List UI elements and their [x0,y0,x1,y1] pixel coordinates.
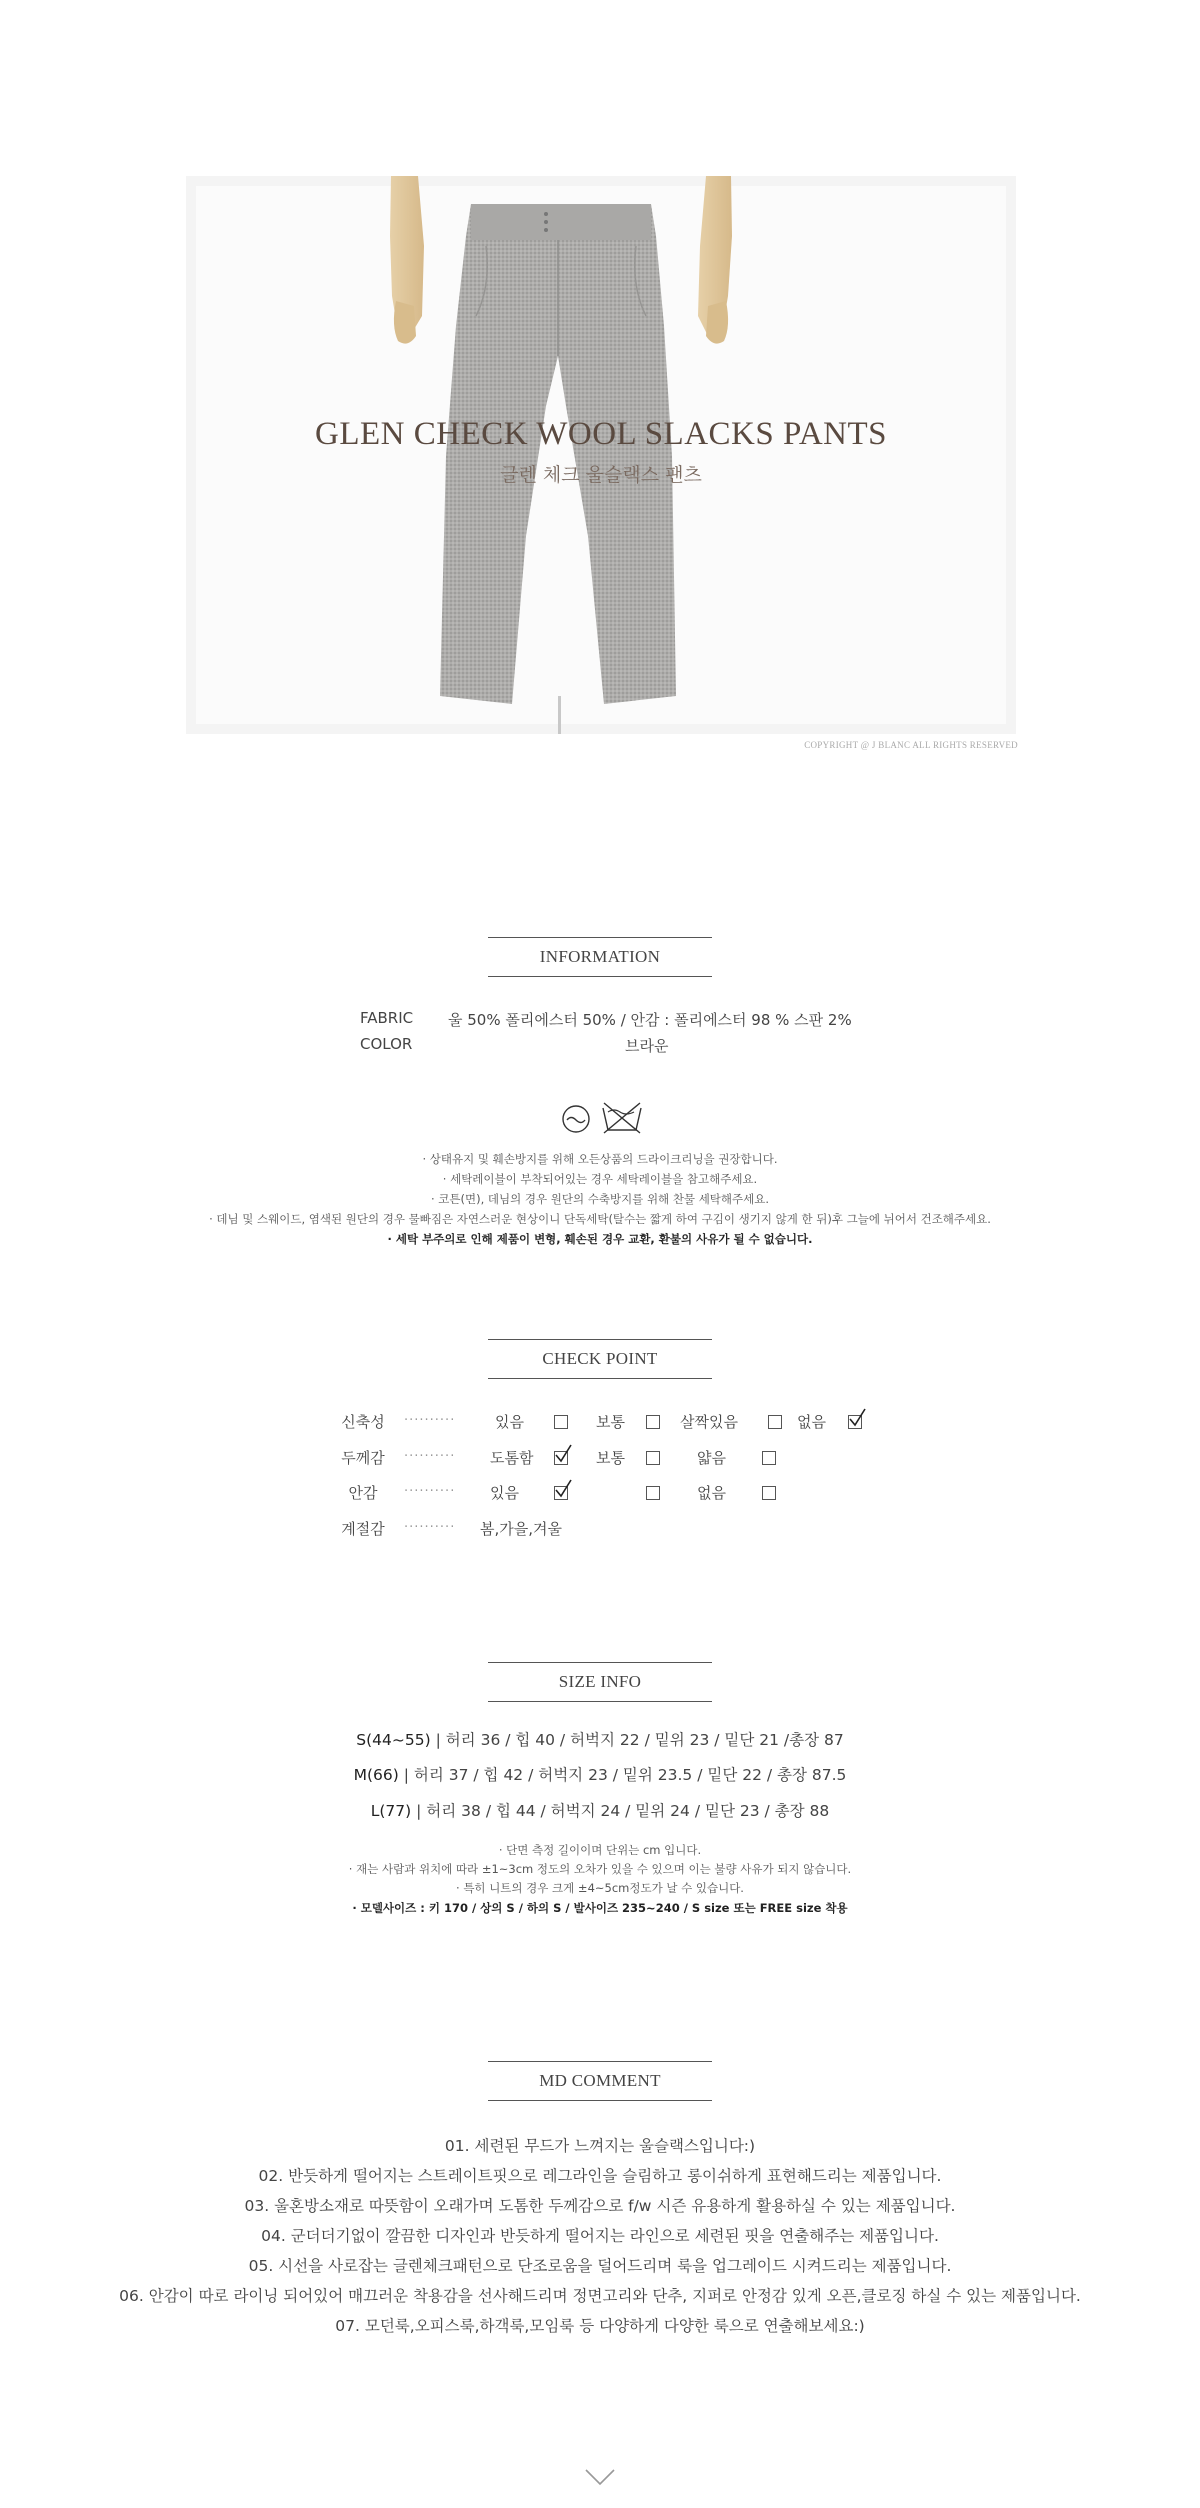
care-note: · 상태유지 및 훼손방지를 위해 오든상품의 드라이크리닝을 권장합니다. [422,1152,778,1166]
check-point-heading: CHECK POINT [488,1339,712,1379]
chevron-down-icon[interactable] [584,2466,616,2488]
md-comment-item: 01. 세련된 무드가 느껴지는 울슬랙스입니다:) [444,2137,756,2155]
checkbox[interactable] [646,1451,660,1465]
md-comment-item: 07. 모던룩,오피스룩,하객룩,모임룩 등 다양하게 다양한 룩으로 연출해보세요:) [335,2317,865,2335]
check-option: 있음 [490,1484,519,1502]
check-option: 있음 [495,1413,524,1431]
check-option: 보통 [596,1413,625,1431]
no-machine-wash-icon [600,1100,644,1134]
checkbox[interactable] [762,1451,776,1465]
check-label: 신축성 [341,1413,385,1431]
checkbox[interactable] [762,1486,776,1500]
check-label: 두께감 [341,1449,385,1467]
size-detail: | 허리 38 / 힙 44 / 허벅지 24 / 밑위 24 / 밑단 23 / 총장 88 [416,1802,830,1820]
checkbox[interactable] [646,1415,660,1429]
fabric-label: FABRIC [360,1009,414,1027]
size-name: L(77) [370,1802,412,1820]
check-option: 살짝있음 [680,1413,738,1431]
size-note: · 단면 측정 길이이며 단위는 cm 입니다. [498,1843,702,1857]
check-label: 계절감 [341,1520,385,1538]
size-detail: | 허리 36 / 힙 40 / 허벅지 22 / 밑위 23 / 밑단 21 /총장 87 [435,1731,844,1749]
size-note: · 재는 사람과 위치에 따라 ±1~3cm 정도의 오차가 있을 수 있으며 이는 불량 사유가 되지 않습니다. [348,1862,852,1876]
size-name: S(44~55) [356,1731,431,1749]
checkbox[interactable] [554,1415,568,1429]
checkbox[interactable] [768,1415,782,1429]
md-comment-item: 04. 군더더기없이 깔끔한 디자인과 반듯하게 떨어지는 라인으로 세련된 핏을 연출해주는 제품입니다. [261,2227,939,2245]
check-option: 없음 [797,1413,826,1431]
size-info-heading: SIZE INFO [488,1662,712,1702]
information-heading: INFORMATION [488,937,712,977]
check-label: 안감 [348,1484,378,1502]
care-note: · 데님 및 스웨이드, 염색된 원단의 경우 물빠짐은 자연스러운 현상이니 단독세탁(탈수는 짧게 하여 구김이 생기지 않게 한 뒤)후 그늘에 뉘어서 건조해주세요. [209,1212,991,1226]
size-name: M(66) [353,1766,399,1784]
check-option: 얇음 [697,1449,726,1467]
checked-checkbox[interactable] [554,1486,568,1500]
care-note: · 세탁레이블이 부착되어있는 경우 세탁레이블을 참고해주세요. [442,1172,758,1186]
dotted-leader: ·········· [404,1520,456,1535]
dotted-leader: ·········· [404,1484,456,1499]
check-value: 봄,가을,겨울 [480,1520,562,1538]
check-option: 없음 [697,1484,726,1502]
md-comment-item: 02. 반듯하게 떨어지는 스트레이트핏으로 레그라인을 슬림하고 롱이쉬하게 표현해드리는 제품입니다. [258,2167,942,2185]
size-row [0,1763,1200,1785]
product-title: GLEN CHECK WOOL SLACKS PANTS [314,416,887,452]
md-comment-item: 06. 안감이 따로 라이닝 되어있어 매끄러운 착용감을 선사해드리며 정면고리와 단추, 지퍼로 안정감 있게 오픈,클로징 하실 수 있는 제품입니다. [119,2287,1081,2305]
color-label: COLOR [360,1035,413,1053]
checked-checkbox[interactable] [848,1415,862,1429]
size-note: · 모델사이즈 : 키 170 / 상의 S / 하의 S / 발사이즈 235~240 / S size 또는 FREE size 착용 [352,1901,848,1915]
dotted-leader: ·········· [404,1413,456,1428]
size-detail: | 허리 37 / 힙 42 / 허벅지 23 / 밑위 23.5 / 밑단 22 / 총장 87.5 [403,1766,847,1784]
care-note: · 코튼(면), 데님의 경우 원단의 수축방지를 위해 찬물 세탁해주세요. [430,1192,769,1206]
check-option: 보통 [596,1449,625,1467]
md-comment-item: 03. 울혼방소재로 따뜻함이 오래가며 도톰한 두께감으로 f/w 시즌 유용하게 활용하실 수 있는 제품입니다. [244,2197,956,2215]
md-comment-item: 05. 시선을 사로잡는 글렌체크패턴으로 단조로움을 덜어드리며 룩을 업그레이드 시켜드리는 제품입니다. [248,2257,952,2275]
checked-checkbox[interactable] [554,1451,568,1465]
size-row [0,1799,1200,1821]
hero-image [186,176,1016,734]
size-note: · 특히 니트의 경우 크게 ±4~5cm정도가 날 수 있습니다. [456,1881,744,1895]
md-comment-heading: MD COMMENT [488,2061,712,2101]
check-option: 도톰함 [490,1449,534,1467]
fabric-value: 울 50% 폴리에스터 50% / 안감 : 폴리에스터 98 % 스판 2% [448,1011,852,1029]
care-note: · 세탁 부주의로 인해 제품이 변형, 훼손된 경우 교환, 환불의 사유가 될 수 없습니다. [387,1232,813,1246]
dotted-leader: ·········· [404,1449,456,1464]
product-subtitle: 글렌 체크 울슬랙스 팬츠 [500,464,702,486]
hand-wash-icon [561,1104,593,1134]
size-row [0,1728,1200,1750]
checkbox[interactable] [646,1486,660,1500]
pants-illustration [186,176,1016,734]
copyright-text: COPYRIGHT @ J BLANC ALL RIGHTS RESERVED [804,740,1018,750]
color-value: 브라운 [625,1037,669,1055]
